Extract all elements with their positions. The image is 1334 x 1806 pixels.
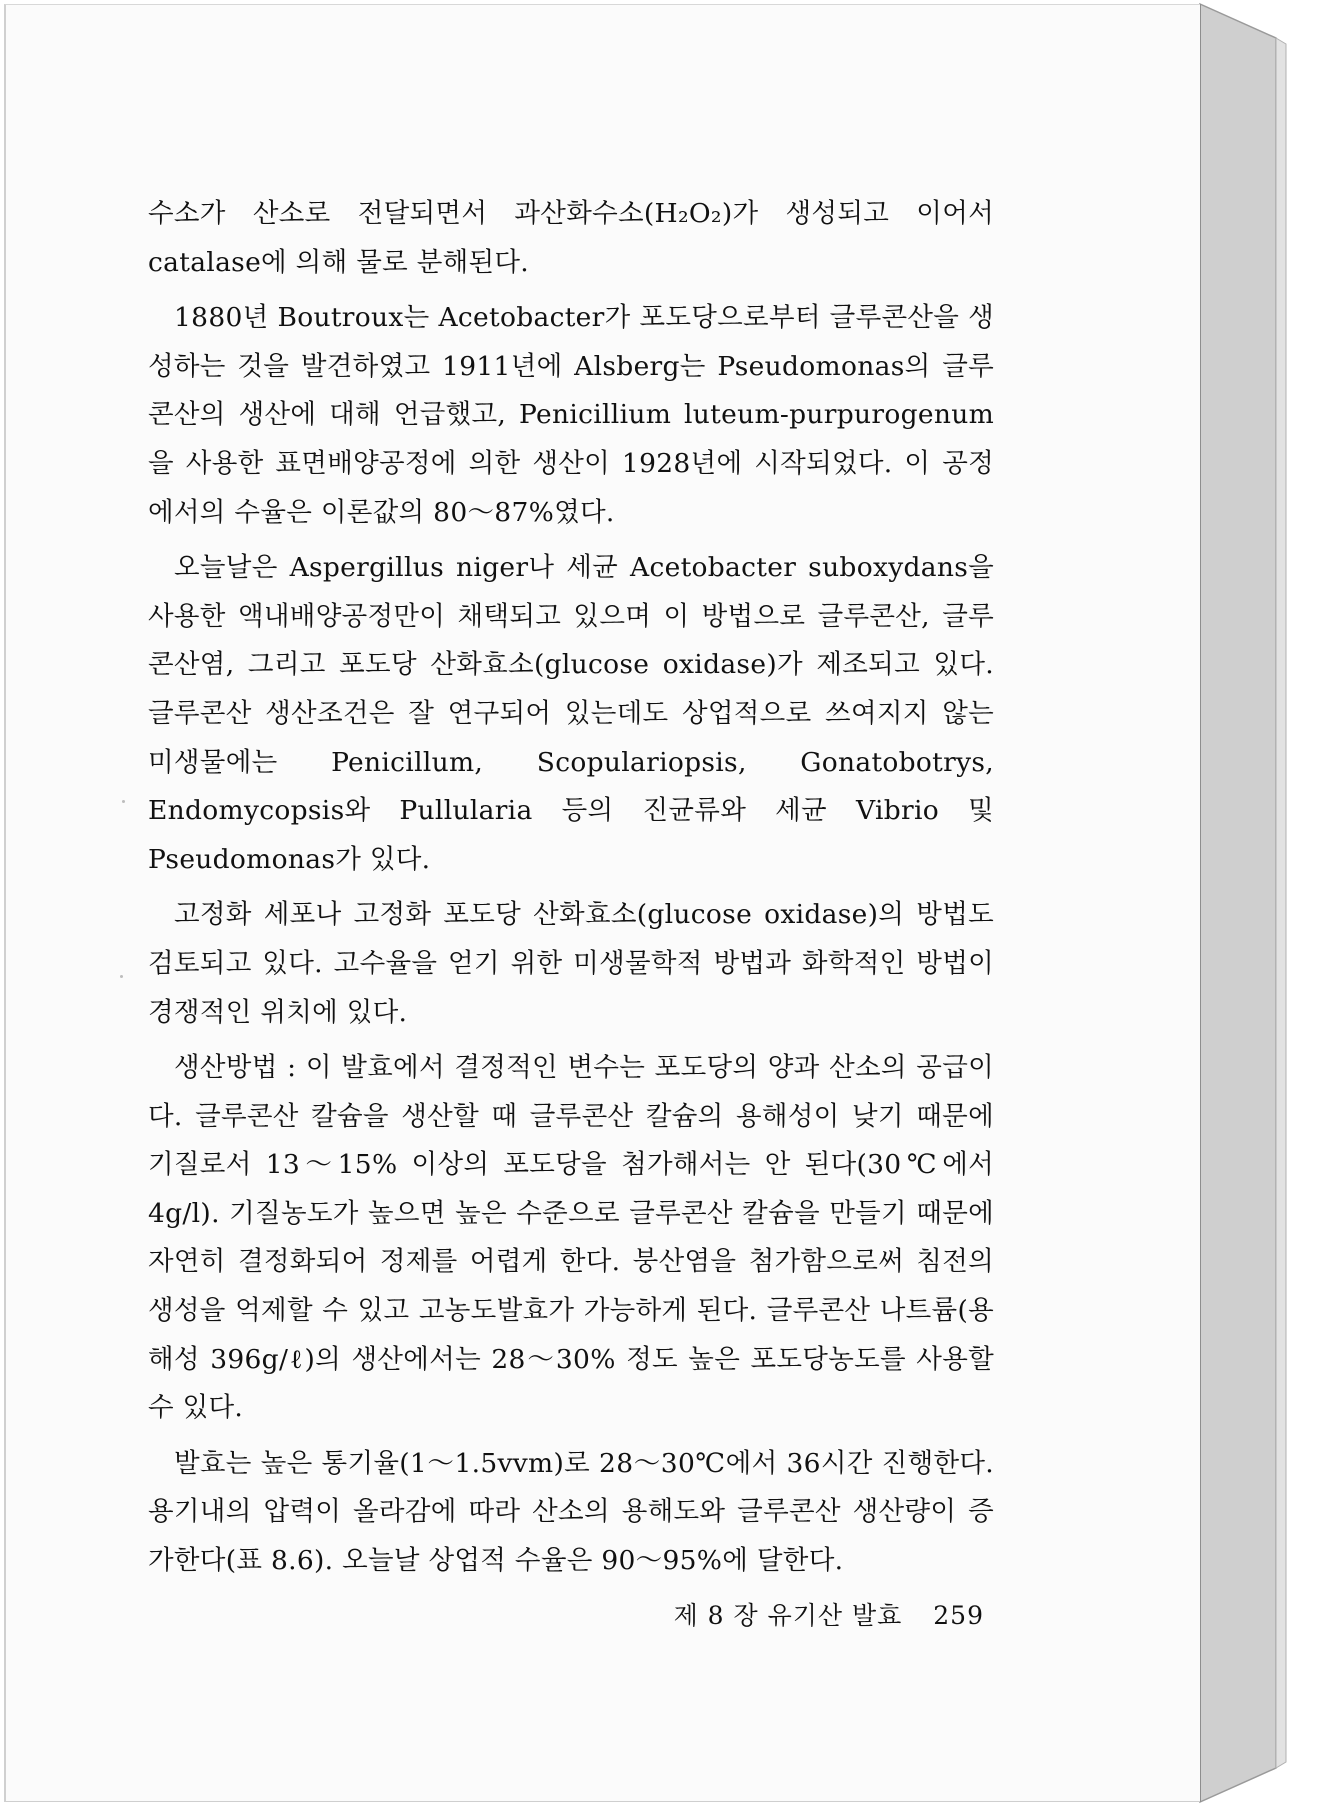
chapter-title: 제 8 장 유기산 발효 [673,1601,903,1630]
paragraph-text: 수소가 산소로 전달되면서 과산화수소(H₂O₂)가 생성되고 이어서 catalase에 의해 물로 분해된다. [148,198,994,278]
paragraph [148,891,994,1037]
paragraph [148,1440,994,1586]
paragraph [148,294,994,537]
paragraph [148,1044,994,1433]
paragraph-text: 고정화 세포나 고정화 포도당 산화효소(glucose oxidase)의 방법도 검토되고 있다. 고수율을 얻기 위한 미생물학적 방법과 화학적인 방법이 경쟁적인 위치에 있다. [148,899,994,1028]
scan-speck [122,800,125,803]
paragraph [148,544,994,884]
page-number: 259 [933,1601,984,1630]
paragraph-text: 발효는 높은 통기율(1～1.5vvm)로 28～30℃에서 36시간 진행한다. 용기내의 압력이 올라감에 따라 산소의 용해도와 글루콘산 생산량이 증가한다(표 8.6). 오늘날 상업적 수율은 90～95%에 달한다. [148,1447,994,1577]
paragraph-text: 오늘날은 Aspergillus niger나 세균 Acetobacter suboxydans을 사용한 액내배양공정만이 채택되고 있으며 이 방법으로 글루콘산, 글루콘산염, 그리고 포도당 산화효소(glucose oxidase)가 제조되고 있다. 글루콘산 생산조건은 잘 연구되어 있는데도 상업적으로 쓰여지지 않는 미생물에는 Penicillum, Scopulariopsis, Gonatobotrys, Endomycopsis와 Pullularia 등의 진균류와 세균 Vibrio 및 Pseudomonas가 있다. [148,552,994,875]
paragraph-text: 1880년 Boutroux는 Acetobacter가 포도당으로부터 글루콘산을 생성하는 것을 발견하였고 1911년에 Alsberg는 Pseudomonas의 글루콘산의 생산에 대해 언급했고, Penicillium luteum-purpurogenum을 사용한 표면배양공정에 의한 생산이 1928년에 시작되었다. 이 공정에서의 수율은 이론값의 80～87%였다. [148,302,994,528]
scan-speck [120,975,123,978]
page-footer [674,1596,984,1632]
paragraph [148,190,994,287]
body-text [148,190,994,1593]
paragraph-text: 생산방법 : 이 발효에서 결정적인 변수는 포도당의 양과 산소의 공급이다. 글루콘산 칼슘을 생산할 때 글루콘산 칼슘의 용해성이 낮기 때문에 기질로서 13～15% 이상의 포도당을 첨가해서는 안 된다(30℃에서 4g/l). 기질농도가 높으면 높은 수준으로 글루콘산 칼슘을 만들기 때문에 자연히 결정화되어 정제를 어렵게 한다. 붕산염을 첨가함으로써 침전의 생성을 억제할 수 있고 고농도발효가 가능하게 된다. 글루콘산 나트륨(용해성 396g/ℓ)의 생산에서는 28～30% 정도 높은 포도당농도를 사용할 수 있다. [148,1052,994,1424]
